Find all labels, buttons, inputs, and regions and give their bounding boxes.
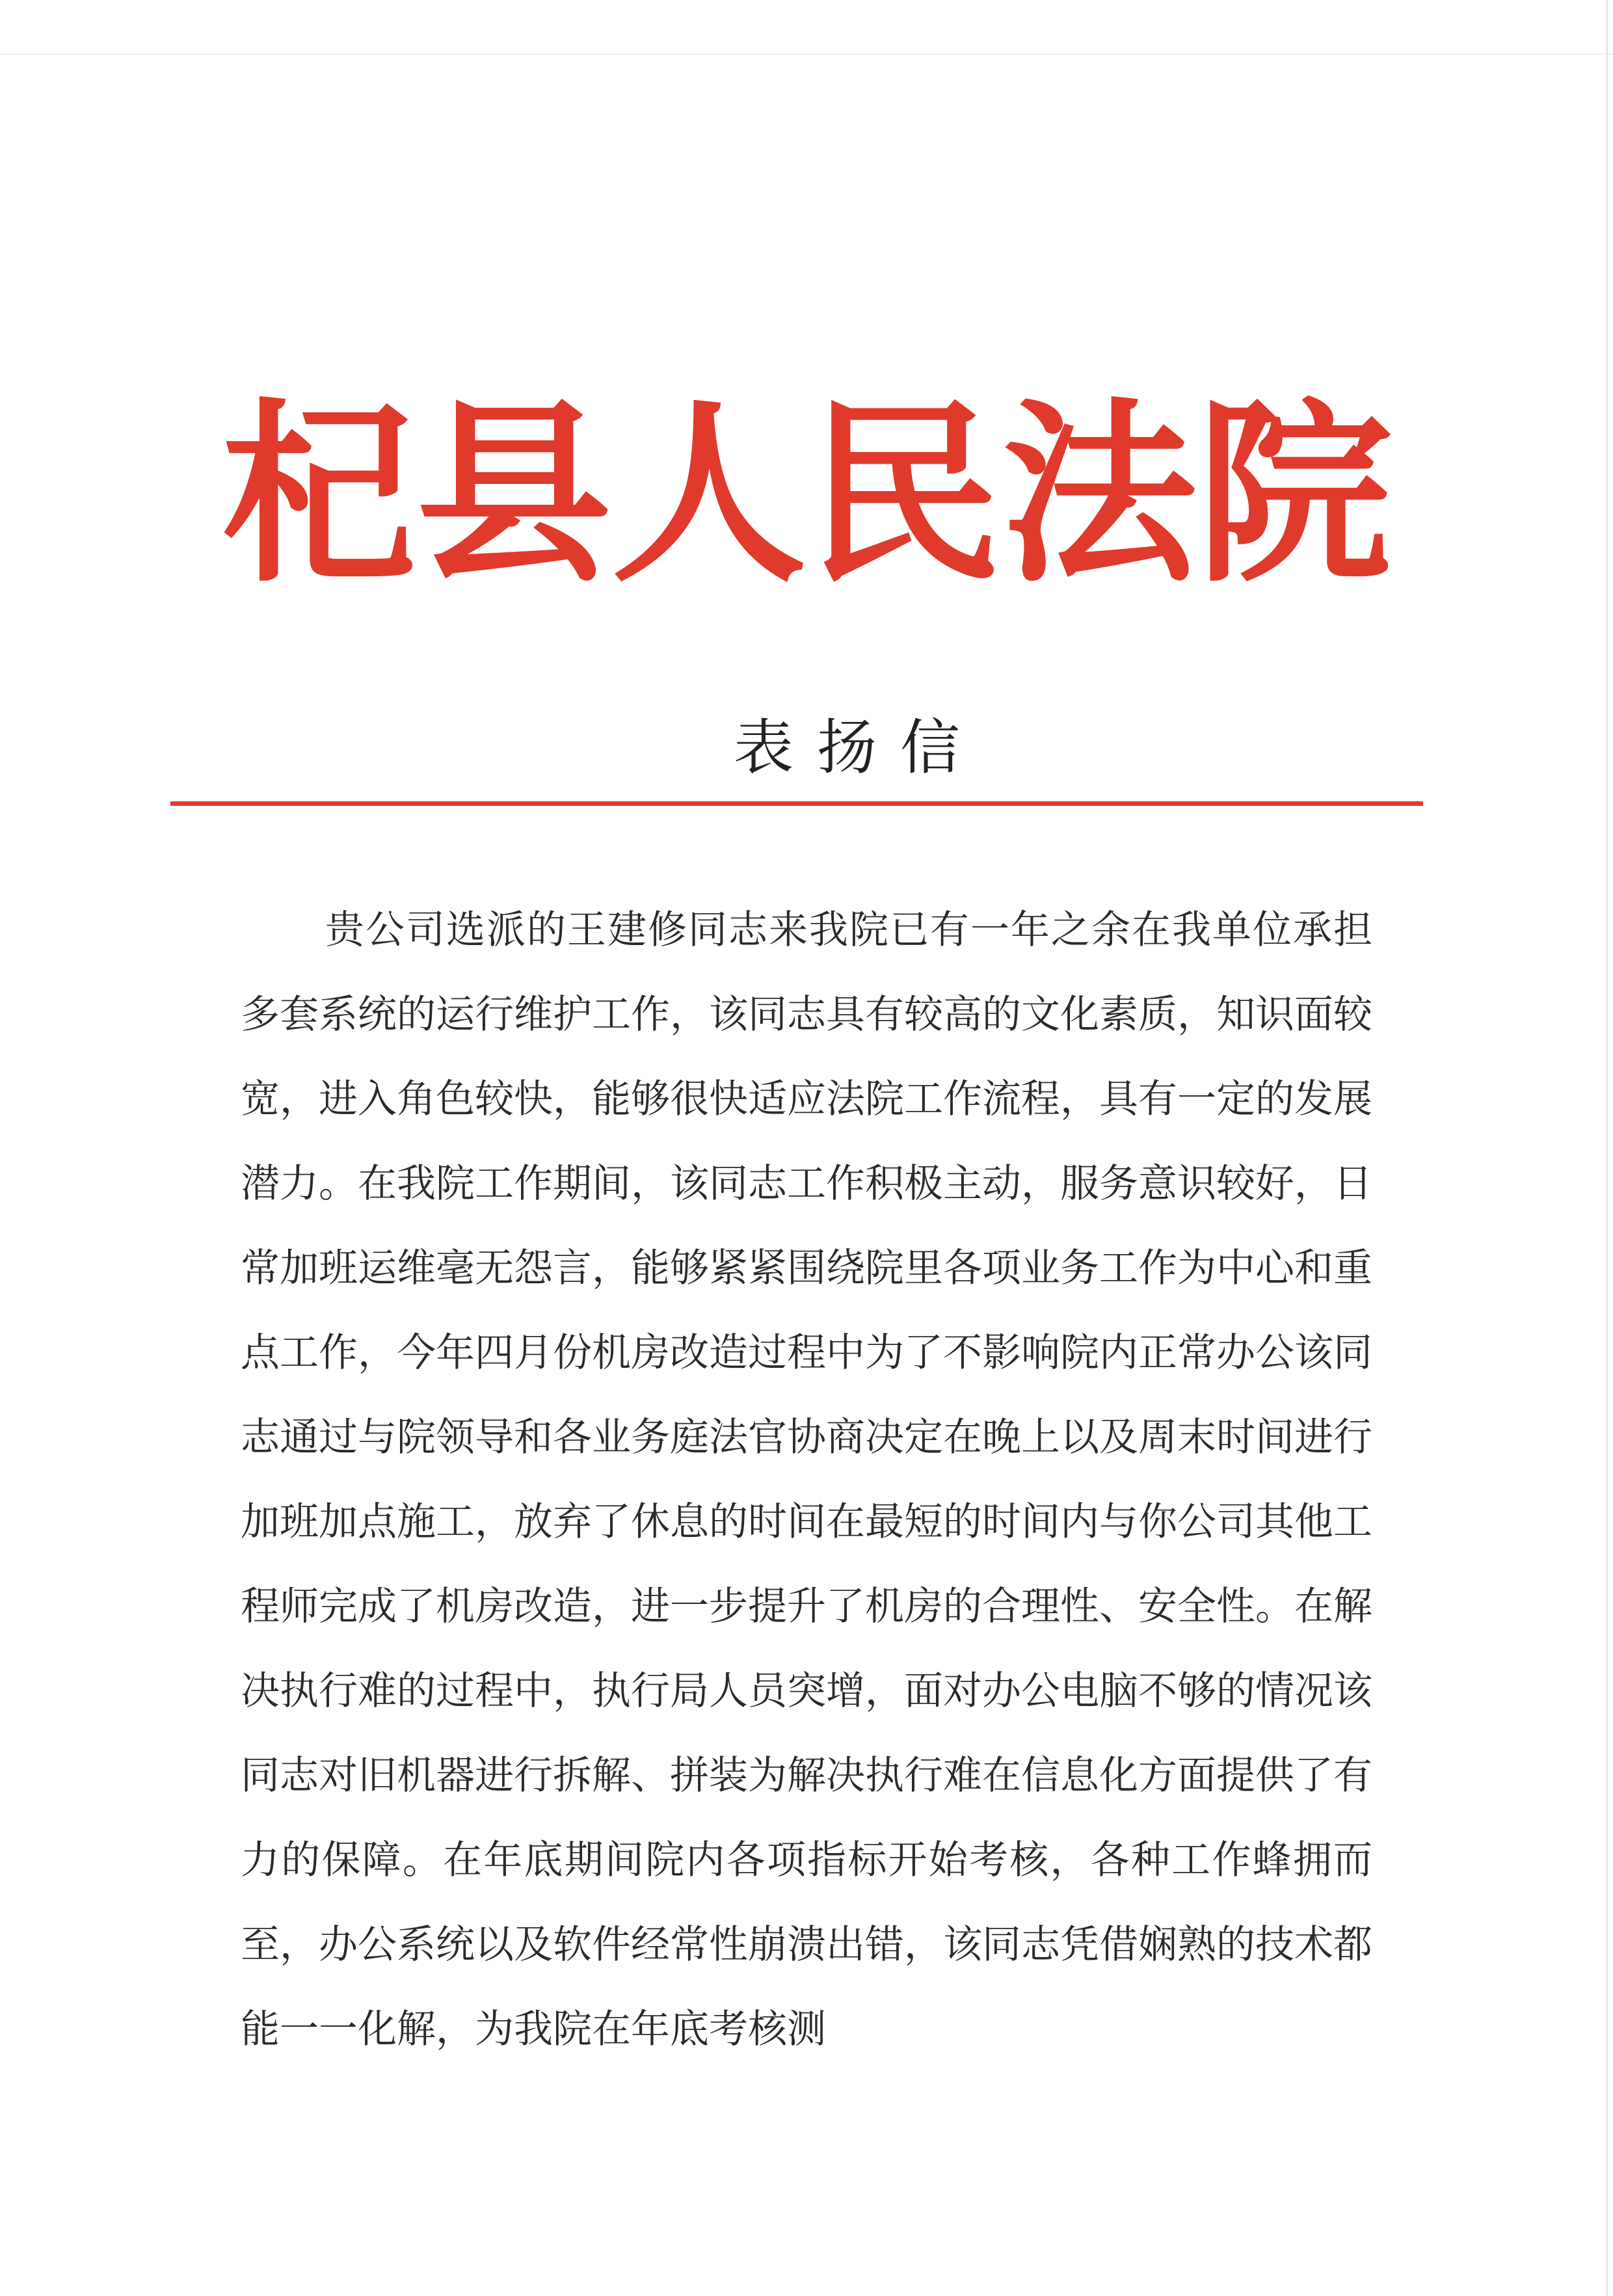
letter-body-paragraph: 贵公司选派的王建修同志来我院已有一年之余在我单位承担多套系统的运行维护工作，该同志具有较高的文化素质，知识面较宽，进入角色较快，能够很快适应法院工作流程，具有一定的发展潜力。在我院工作期间，该同志工作积极主动，服务意识较好，日常加班运维毫无怨言，能够紧紧围绕院里各项业务工作为中心和重点工作，今年四月份机房改造过程中为了不影响院内正常办公该同志通过与院领导和各业务庭法官协商决定在晚上以及周末时间进行加班加点施工，放弃了休息的时间在最短的时间内与你公司其他工程师完成了机房改造，进一步提升了机房的合理性、安全性。在解决执行难的过程中，执行局人员突增，面对办公电脑不够的情况该同志对旧机器进行拆解、拼装为解决执行难在信息化方面提供了有力的保障。在年底期间院内各项指标开始考核，各种工作蜂拥而至，办公系统以及软件经常性崩溃出错，该同志凭借娴熟的技术都能一一化解，为我院在年底考核测 — [241, 907, 1372, 2052]
scan-top-edge — [0, 53, 1613, 55]
scan-right-edge — [1606, 0, 1608, 2296]
document-title: 表扬信 — [733, 713, 983, 782]
letterhead-organization-name: 杞县人民法院 — [221, 379, 1392, 609]
title-divider-line — [170, 801, 1423, 806]
